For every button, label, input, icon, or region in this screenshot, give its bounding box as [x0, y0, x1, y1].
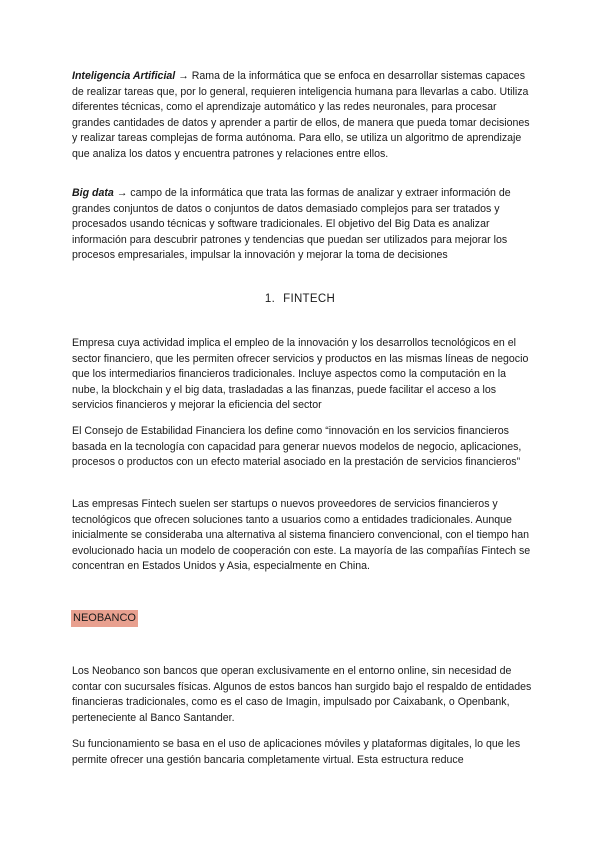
neobanco-paragraph-2: Su funcionamiento se basa en el uso de aplicaciones móviles y plataformas digitales, lo que les permite ofrecer una gestión bancaria completamente virtual. Esta estructura reduce	[72, 738, 521, 766]
section-heading	[0, 293, 600, 305]
bigdata-arrow: →	[113, 187, 131, 199]
fintech-paragraph-3: Las empresas Fintech suelen ser startups o nuevos proveedores de servicios financieros y tecnológicos que ofrecen soluciones tanto a usuarios como a entidades tradicionales. Aunque inicialmente se consideraba una alternativa al sistema financiero convencional, con el tiempo han evolucionado hacia un modelo de cooperación con este. La mayoría de las compañías Fintech se concentran en Estados Unidos y Asia, especialmente en China.	[72, 498, 531, 573]
fintech-paragraph-2: El Consejo de Estabilidad Financiera los define como “innovación en los servicios financieros basada en la tecnología con capacidad para generar nuevos modelos de negocio, aplicaciones, procesos o productos con un efecto material asociado en la prestación de servicios financieros”	[72, 425, 522, 469]
ai-definition-paragraph	[72, 69, 532, 163]
neobanco-highlighted-heading: NEOBANCO	[71, 610, 138, 627]
section-number: 1.	[264, 293, 276, 305]
bigdata-definition-text: campo de la informática que trata las formas de analizar y extraer información de grandes conjuntos de datos o conjuntos de datos demasiado complejos para ser tratados y procesados usando técnicas y software tradicionales. El objetivo del Big Data es analizar información para descubrir patrones y tendencias que puedan ser utilizados para mejorar los procesos empresariales, impulsar la innovación y mejorar la toma de decisiones	[72, 187, 511, 262]
neobanco-paragraph-1: Los Neobanco son bancos que operan exclusivamente en el entorno online, sin necesidad de contar con sucursales físicas. Algunos de estos bancos han surgido bajo el respaldo de entidades financieras tradicionales, como es el caso de Imagin, impulsado por Caixabank, o Openbank, perteneciente al Banco Santander.	[72, 665, 532, 724]
ai-term: Inteligencia Artificial	[72, 70, 176, 82]
bigdata-definition-paragraph	[72, 186, 532, 264]
section-title: FINTECH	[283, 293, 336, 305]
fintech-paragraph-1: Empresa cuya actividad implica el empleo de la innovación y los desarrollos tecnológicos en el sector financiero, que les permiten ofrecer servicios y productos en las mismas líneas de negocio que los intermediarios financieros tradicionales. Incluye aspectos como la computación en la nube, la blockchain y el big data, trasladadas a las finanzas, puede facilitar el acceso a los servicios financieros y mejorar la eficiencia del sector	[72, 337, 529, 412]
ai-definition-text: Rama de la informática que se enfoca en desarrollar sistemas capaces de realizar tareas que, por lo general, requieren inteligencia humana para llevarlas a cabo. Utiliza diferentes técnicas, como el aprendizaje automático y las redes neuronales, para procesar grandes cantidades de datos y aprender a partir de ellos, de manera que pueda tomar decisiones y realizar tareas complejas de forma autónoma. Para ello, se utiliza un algoritmo de aprendizaje que analiza los datos y encuentra patrones y relaciones entre ellos.	[72, 70, 530, 160]
ai-arrow: →	[175, 70, 192, 82]
bigdata-term: Big data	[72, 187, 114, 199]
